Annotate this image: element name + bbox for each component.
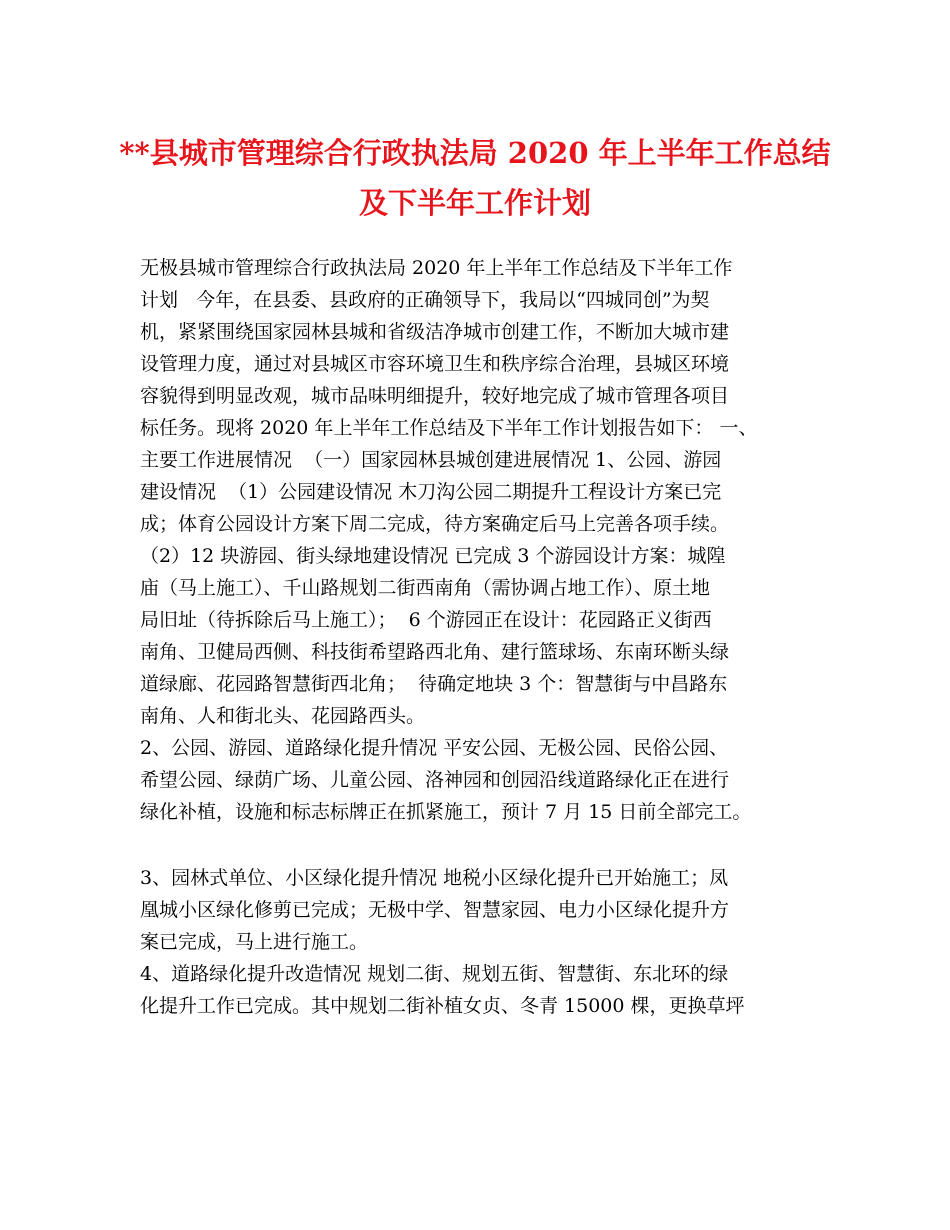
- body-line: 容貌得到明显改观，城市品味明细提升，较好地完成了城市管理各项目: [140, 385, 730, 407]
- body-line: 南角、卫健局西侧、科技街希望路西北角、建行篮球场、东南环断头绿: [140, 641, 730, 663]
- body-line: 成；体育公园设计方案下周二完成，待方案确定后马上完善各项手续。: [140, 513, 730, 535]
- body-line: 庙（马上施工）、千山路规划二街西南角（需协调占地工作）、原土地: [140, 577, 711, 599]
- body-line: 凰城小区绿化修剪已完成；无极中学、智慧家园、电力小区绿化提升方: [140, 899, 730, 921]
- body-line: 标任务。现将 2020 年上半年工作总结及下半年工作计划报告如下： 一、: [140, 417, 758, 439]
- document-body: [140, 252, 820, 1022]
- body-line: 建设情况 （1）公园建设情况 木刀沟公园二期提升工程设计方案已完: [140, 481, 722, 503]
- body-line: 4、道路绿化提升改造情况 规划二街、规划五街、智慧街、东北环的绿: [140, 963, 729, 985]
- body-line: 3、园林式单位、小区绿化提升情况 地税小区绿化提升已开始施工；凤: [140, 867, 729, 889]
- body-line: 局旧址（待拆除后马上施工）； 6 个游园正在设计：花园路正义街西: [140, 609, 712, 631]
- body-line: （2）12 块游园、街头绿地建设情况 已完成 3 个游园设计方案：城隍: [140, 545, 726, 567]
- body-line: 南角、人和街北头、花园路西头。: [140, 705, 426, 727]
- document-title: [0, 128, 950, 228]
- body-line: 希望公园、绿荫广场、儿童公园、洛神园和创园沿线道路绿化正在进行: [140, 769, 730, 791]
- title-line-2: 及下半年工作计划: [358, 186, 591, 220]
- paragraph-spacer: [140, 828, 820, 862]
- body-line: 绿化补植，设施和标志标牌正在抓紧施工，预计 7 月 15 日前全部完工。: [140, 801, 752, 823]
- body-line: 机，紧紧围绕国家园林县城和省级洁净城市创建工作，不断加大城市建: [140, 321, 730, 343]
- body-line: 无极县城市管理综合行政执法局 2020 年上半年工作总结及下半年工作: [140, 257, 733, 279]
- body-line: 化提升工作已完成。其中规划二街补植女贞、冬青 15000 棵，更换草坪: [140, 995, 745, 1017]
- body-line: 道绿廊、花园路智慧街西北角； 待确定地块 3 个：智慧街与中昌路东: [140, 673, 728, 695]
- body-line: 设管理力度，通过对县城区市容环境卫生和秩序综合治理，县城区环境: [140, 353, 730, 375]
- body-line: 案已完成，马上进行施工。: [140, 931, 369, 953]
- body-line: 2、公园、游园、道路绿化提升情况 平安公园、无极公园、民俗公园、: [140, 737, 729, 759]
- body-line: 主要工作进展情况 （一）国家园林县城创建进展情况 1、公园、游园: [140, 449, 722, 471]
- title-line-1: **县城市管理综合行政执法局 2020 年上半年工作总结: [119, 136, 831, 170]
- body-line: 计划 今年，在县委、县政府的正确领导下，我局以“四城同创”为契: [140, 289, 710, 311]
